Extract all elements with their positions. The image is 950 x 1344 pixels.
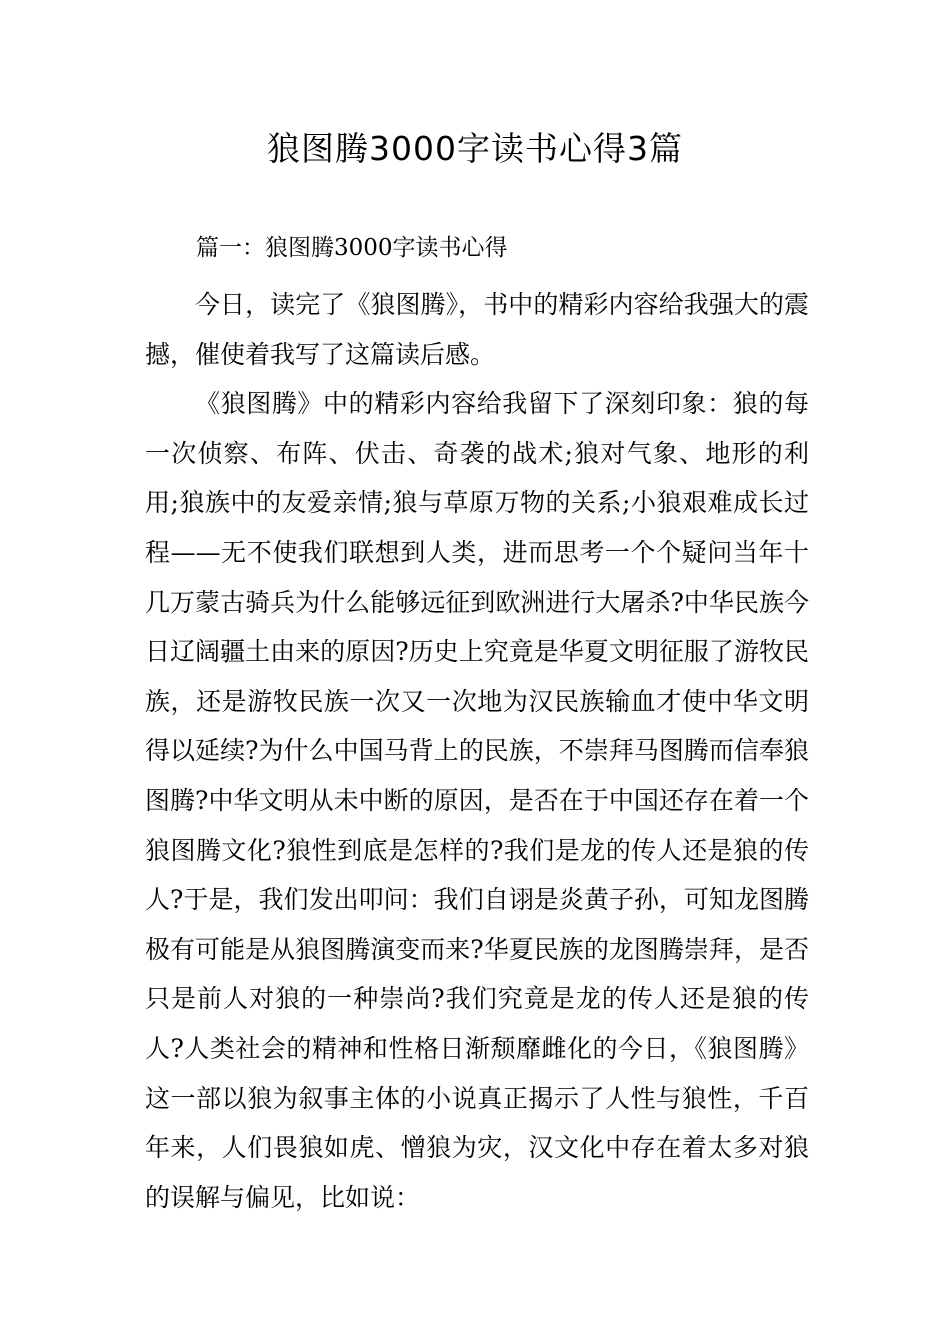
paragraph-2: 《狼图腾》中的精彩内容给我留下了深刻印象：狼的每一次侦察、布阵、伏击、奇袭的战术;狼对气象、地形的利用;狼族中的友爱亲情;狼与草原万物的关系;小狼艰难成长过程——无不使我们联想到人类，进而思考一个个疑问当年十几万蒙古骑兵为什么能够远征到欧洲进行大屠杀?中华民族今日辽阔疆土由来的原因?历史上究竟是华夏文明征服了游牧民族，还是游牧民族一次又一次地为汉民族输血才使中华文明得以延续?为什么中国马背上的民族，不崇拜马图腾而信奉狼图腾?中华文明从未中断的原因，是否在于中国还存在着一个狼图腾文化?狼性到底是怎样的?我们是龙的传人还是狼的传人?于是，我们发出叩问：我们自诩是炎黄子孙，可知龙图腾极有可能是从狼图腾演变而来?华夏民族的龙图腾崇拜，是否只是前人对狼的一种崇尚?我们究竟是龙的传人还是狼的传人?人类社会的精神和性格日渐颓靡雌化的今日，《狼图腾》这一部以狼为叙事主体的小说真正揭示了人性与狼性，千百年来，人们畏狼如虎、憎狼为灾，汉文化中存在着太多对狼的误解与偏见，比如说：	[145, 389, 809, 1212]
section-heading: 篇一：狼图腾3000字读书心得	[196, 235, 508, 261]
document-body	[145, 280, 809, 1222]
document-title: 狼图腾3000字读书心得3篇	[267, 129, 683, 168]
paragraph-1: 今日，读完了《狼图腾》，书中的精彩内容给我强大的震撼，催使着我写了这篇读后感。	[145, 290, 809, 369]
